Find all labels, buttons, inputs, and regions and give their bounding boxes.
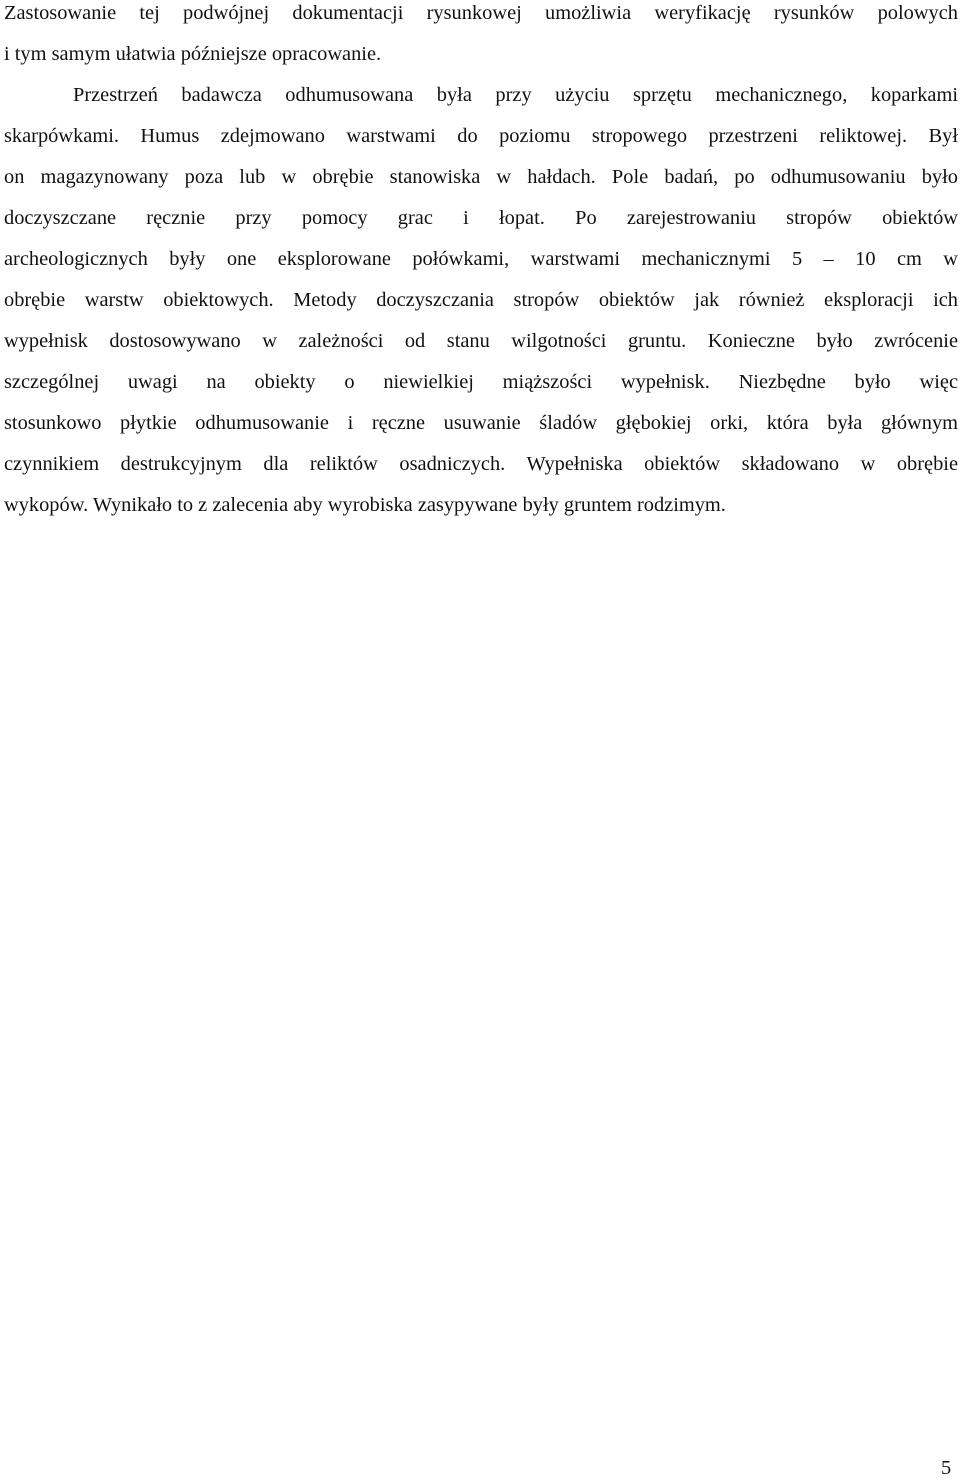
text-line-1: Zastosowanie tej podwójnej dokumentacji rysunkowej umożliwia weryfikację rysunków polowych: [4, 2, 958, 24]
text-line-2: i tym samym ułatwia późniejsze opracowanie.: [4, 43, 382, 65]
text-line-5: on magazynowany poza lub w obrębie stanowiska w hałdach. Pole badań, po odhumusowaniu było: [4, 166, 958, 188]
text-line-9: wypełnisk dostosowywano w zależności od stanu wilgotności gruntu. Konieczne było zwrócenie: [4, 330, 958, 352]
page-number: 5: [941, 1457, 952, 1479]
text-line-12: czynnikiem destrukcyjnym dla reliktów osadniczych. Wypełniska obiektów składowano w obrębie: [4, 453, 958, 475]
text-line-3: Przestrzeń badawcza odhumusowana była przy użyciu sprzętu mechanicznego, koparkami: [73, 84, 958, 106]
text-line-6: doczyszczane ręcznie przy pomocy grac i łopat. Po zarejestrowaniu stropów obiektów: [4, 207, 958, 229]
text-line-10: szczególnej uwagi na obiekty o niewielkiej miąższości wypełnisk. Niezbędne było więc: [4, 371, 958, 393]
text-line-13: wykopów. Wynikało to z zalecenia aby wyrobiska zasypywane były gruntem rodzimym.: [4, 494, 726, 516]
text-line-4: skarpówkami. Humus zdejmowano warstwami do poziomu stropowego przestrzeni reliktowej. Był: [4, 125, 958, 147]
text-line-11: stosunkowo płytkie odhumusowanie i ręczne usuwanie śladów głębokiej orki, która była głównym: [4, 412, 958, 434]
text-line-8: obrębie warstw obiektowych. Metody doczyszczania stropów obiektów jak również eksploracji ich: [4, 289, 958, 311]
text-line-7: archeologicznych były one eksplorowane połówkami, warstwami mechanicznymi 5 – 10 cm w: [4, 248, 958, 270]
